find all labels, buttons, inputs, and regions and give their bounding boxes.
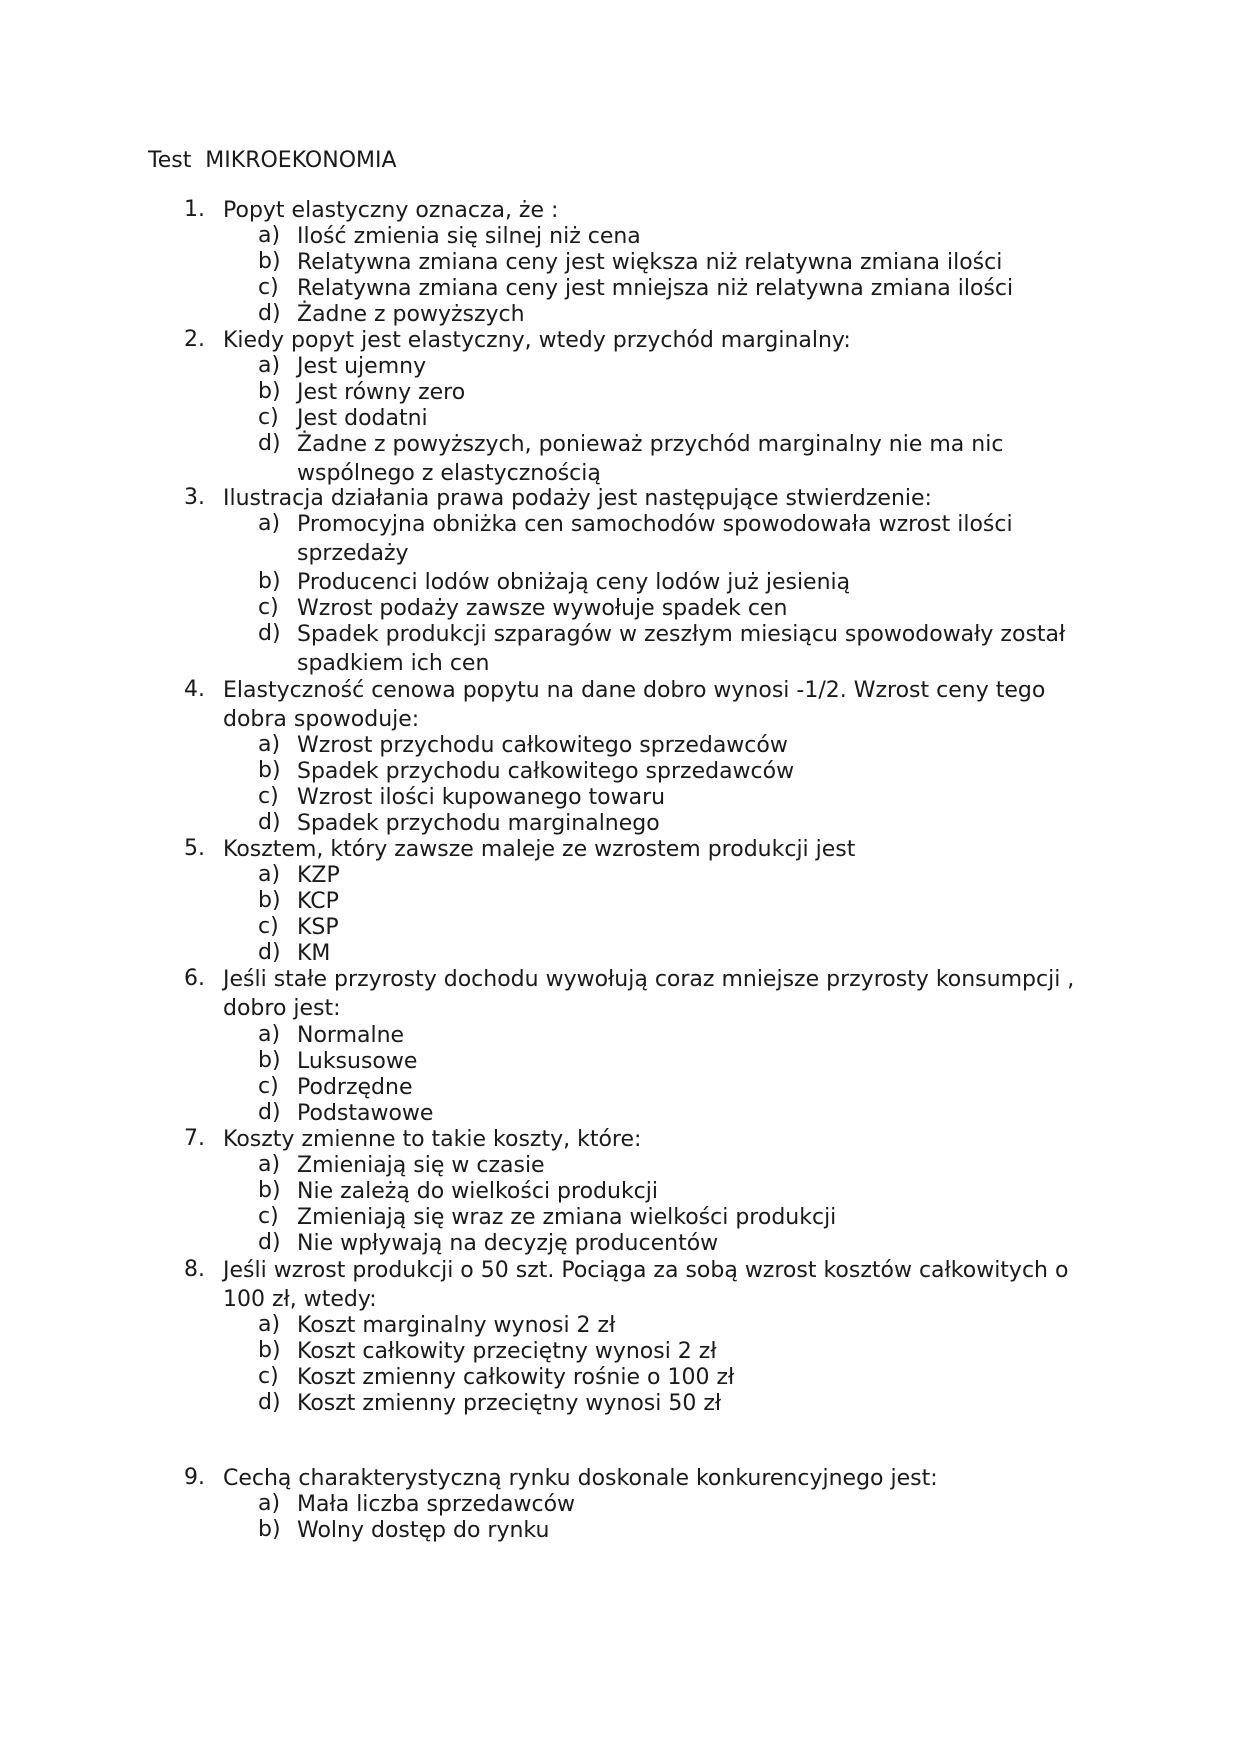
question-text: Popyt elastyczny oznacza, że : bbox=[223, 198, 559, 223]
option-text: Koszt marginalny wynosi 2 zł bbox=[297, 1313, 616, 1338]
question-number: 3. bbox=[184, 485, 205, 510]
option-letter: c) bbox=[258, 595, 279, 620]
option-letter: d) bbox=[258, 1390, 281, 1415]
option-text: Mała liczba sprzedawców bbox=[297, 1492, 576, 1517]
option-text: Zmieniają się w czasie bbox=[297, 1153, 545, 1178]
question-number: 2. bbox=[184, 327, 205, 352]
option-text: Normalne bbox=[297, 1023, 405, 1048]
option-text: Koszt zmienny całkowity rośnie o 100 zł bbox=[297, 1365, 735, 1390]
option-text: Luksusowe bbox=[297, 1049, 418, 1074]
option-text: Żadne z powyższych bbox=[297, 302, 525, 327]
option-text: Nie wpływają na decyzję producentów bbox=[297, 1231, 719, 1256]
option-text: Jest równy zero bbox=[297, 380, 466, 405]
option-letter: d) bbox=[258, 301, 281, 326]
option-letter: a) bbox=[258, 862, 281, 887]
option-letter: b) bbox=[258, 888, 281, 913]
option-letter: b) bbox=[258, 1338, 281, 1363]
question-number: 8. bbox=[184, 1257, 205, 1282]
option-text: Jest dodatni bbox=[297, 406, 428, 431]
page-title: Test MIKROEKONOMIA bbox=[148, 148, 397, 173]
option-letter: a) bbox=[258, 1152, 281, 1177]
option-text: Producenci lodów obniżają ceny lodów już jesienią bbox=[297, 570, 851, 595]
option-letter: a) bbox=[258, 1022, 281, 1047]
option-letter: c) bbox=[258, 275, 279, 300]
option-letter: d) bbox=[258, 431, 281, 456]
option-letter: d) bbox=[258, 1230, 281, 1255]
option-text: Koszt zmienny przeciętny wynosi 50 zł bbox=[297, 1391, 722, 1416]
option-text: Podrzędne bbox=[297, 1075, 413, 1100]
option-text: KSP bbox=[297, 915, 339, 940]
option-letter: b) bbox=[258, 379, 281, 404]
option-letter: a) bbox=[258, 1491, 281, 1516]
option-letter: a) bbox=[258, 732, 281, 757]
option-text: Spadek produkcji szparagów w zeszłym miesiącu spowodowały został spadkiem ich cen bbox=[297, 622, 1066, 676]
option-letter: c) bbox=[258, 1204, 279, 1229]
option-letter: c) bbox=[258, 405, 279, 430]
option-text: Nie zależą do wielkości produkcji bbox=[297, 1179, 659, 1204]
option-letter: c) bbox=[258, 784, 279, 809]
option-letter: a) bbox=[258, 353, 281, 378]
option-text: Wolny dostęp do rynku bbox=[297, 1518, 550, 1543]
option-text: Koszt całkowity przeciętny wynosi 2 zł bbox=[297, 1339, 717, 1364]
option-text: Wzrost przychodu całkowitego sprzedawców bbox=[297, 733, 788, 758]
option-text: Promocyjna obniżka cen samochodów spowodowała wzrost ilości sprzedaży bbox=[297, 512, 1013, 566]
question-text: Kosztem, który zawsze maleje ze wzrostem produkcji jest bbox=[223, 837, 856, 862]
question-text: Jeśli wzrost produkcji o 50 szt. Pociąga za sobą wzrost kosztów całkowitych o 100 zł, wtedy: bbox=[223, 1258, 1069, 1312]
option-letter: c) bbox=[258, 1364, 279, 1389]
option-text: Podstawowe bbox=[297, 1101, 434, 1126]
question-text: Koszty zmienne to takie koszty, które: bbox=[223, 1127, 642, 1152]
option-text: Spadek przychodu marginalnego bbox=[297, 811, 660, 836]
option-letter: b) bbox=[258, 1517, 281, 1542]
question-text: Jeśli stałe przyrosty dochodu wywołują coraz mniejsze przyrosty konsumpcji , dobro jest: bbox=[223, 967, 1075, 1021]
question-number: 1. bbox=[184, 197, 205, 222]
question-number: 5. bbox=[184, 836, 205, 861]
option-text: Wzrost ilości kupowanego towaru bbox=[297, 785, 666, 810]
option-text: KZP bbox=[297, 863, 340, 888]
option-text: Ilość zmienia się silnej niż cena bbox=[297, 224, 641, 249]
option-letter: a) bbox=[258, 223, 281, 248]
option-letter: b) bbox=[258, 758, 281, 783]
option-letter: b) bbox=[258, 1048, 281, 1073]
option-letter: d) bbox=[258, 940, 281, 965]
option-letter: b) bbox=[258, 1178, 281, 1203]
question-number: 7. bbox=[184, 1126, 205, 1151]
question-text: Kiedy popyt jest elastyczny, wtedy przychód marginalny: bbox=[223, 328, 851, 353]
option-text: Spadek przychodu całkowitego sprzedawców bbox=[297, 759, 795, 784]
question-number: 6. bbox=[184, 966, 205, 991]
option-letter: d) bbox=[258, 621, 281, 646]
option-text: Relatywna zmiana ceny jest większa niż relatywna zmiana ilości bbox=[297, 250, 1003, 275]
option-letter: b) bbox=[258, 249, 281, 274]
option-text: Jest ujemny bbox=[297, 354, 427, 379]
option-text: Żadne z powyższych, ponieważ przychód marginalny nie ma nic wspólnego z elastycznością bbox=[297, 432, 1004, 486]
option-letter: c) bbox=[258, 1074, 279, 1099]
option-letter: d) bbox=[258, 1100, 281, 1125]
option-text: Relatywna zmiana ceny jest mniejsza niż relatywna zmiana ilości bbox=[297, 276, 1014, 301]
question-text: Elastyczność cenowa popytu na dane dobro wynosi -1/2. Wzrost ceny tego dobra spowoduje: bbox=[223, 678, 1046, 732]
option-letter: b) bbox=[258, 569, 281, 594]
option-letter: d) bbox=[258, 810, 281, 835]
question-text: Ilustracja działania prawa podaży jest następujące stwierdzenie: bbox=[223, 486, 932, 511]
question-number: 9. bbox=[184, 1465, 205, 1490]
option-letter: c) bbox=[258, 914, 279, 939]
question-text: Cechą charakterystyczną rynku doskonale konkurencyjnego jest: bbox=[223, 1466, 938, 1491]
option-text: KM bbox=[297, 941, 331, 966]
question-number: 4. bbox=[184, 677, 205, 702]
option-letter: a) bbox=[258, 1312, 281, 1337]
option-letter: a) bbox=[258, 511, 281, 536]
option-text: Zmieniają się wraz ze zmiana wielkości produkcji bbox=[297, 1205, 837, 1230]
option-text: Wzrost podaży zawsze wywołuje spadek cen bbox=[297, 596, 788, 621]
option-text: KCP bbox=[297, 889, 339, 914]
